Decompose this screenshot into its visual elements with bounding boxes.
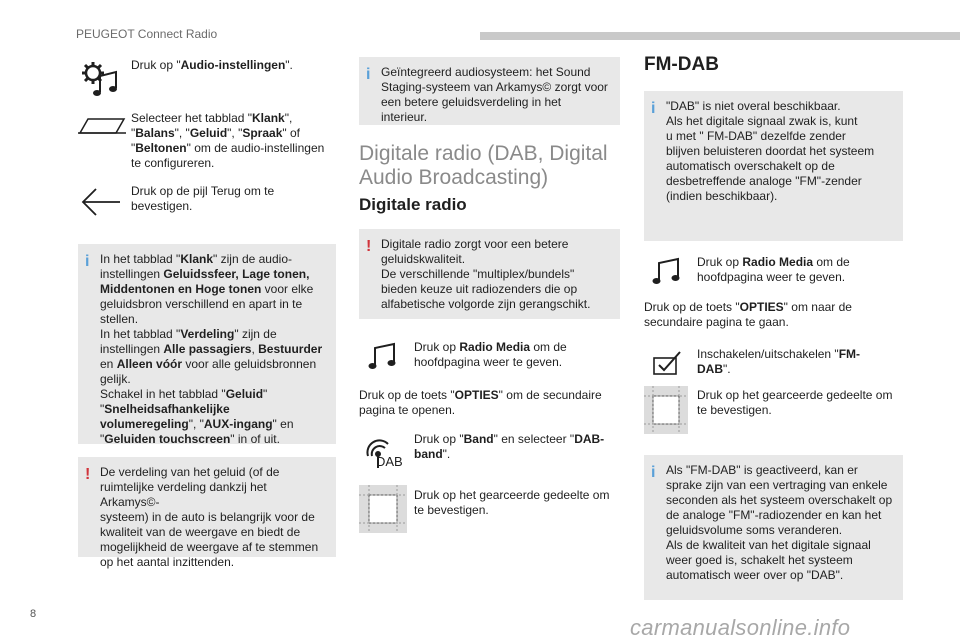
hatched-area-icon: [644, 386, 688, 439]
section-title-fm-dab: FM-DAB: [644, 54, 719, 75]
col2-step4-text: Druk op het gearceerde gedeelte om te bevestigen.: [414, 488, 610, 517]
info-marker-icon: i: [366, 66, 371, 83]
col1-step1-text: Druk op "Audio-instellingen".: [131, 58, 293, 72]
col1-warning-text: De verdeling van het geluid (of de ruimtelijke verdeling dankzij het Arkamys©- systeem) in de auto is belangrijk voor de kwaliteit van de weergave en biedt de mogelijkheid de weergave af te stemmen op het aantal inzittenden.: [100, 465, 319, 569]
col2-info-text: Geïntegreerd audiosysteem: het Sound Staging-systeem van Arkamys© zorgt voor een betere geluidsverdeling in het interieur.: [381, 65, 608, 124]
col1-step2-text: Selecteer het tabblad "Klank", "Balans", "Geluid", "Spraak" of "Beltonen" om de audio-instellingen te configureren.: [131, 111, 325, 170]
warning-marker-icon: !: [366, 238, 372, 255]
col3-info-box: [644, 91, 903, 241]
hatched-area-icon: [359, 485, 407, 538]
gear-music-icon: [80, 60, 122, 105]
watermark: carmanualsonline.info: [630, 615, 851, 640]
back-arrow-icon: [80, 187, 122, 222]
col1-info-box: [78, 244, 336, 444]
dab-icon-label: DAB: [376, 454, 403, 469]
checkbox-check-icon: [652, 350, 684, 381]
col2-warning-box: [359, 229, 620, 319]
col3-step3-text: Inschakelen/uitschakelen "FM- DAB".: [697, 347, 861, 376]
running-header: PEUGEOT Connect Radio: [76, 27, 218, 41]
col3-step2-text: Druk op de toets "OPTIES" om naar de secundaire pagina te gaan.: [644, 300, 852, 329]
info-marker-icon: i: [651, 100, 656, 117]
col1-info-text: In het tabblad "Klank" zijn de audio- instellingen Geluidssfeer, Lage tonen, Middentonen en Hoge tonen voor elke geluidsbron verschillend en apart in te stellen. In het tabblad "Verdeling" zijn de instellingen Alle passagiers, Bestuurder en Alleen vóór voor alle geluidsbronnen gelijk. Schakel in het tabblad "Geluid" "Snelheidsafhankelijke volumeregeling", "AUX-ingang" en "Geluiden touchscreen" in of uit.: [100, 252, 323, 446]
warning-marker-icon: !: [85, 466, 91, 483]
col3-info-text: "DAB" is niet overal beschikbaar. Als het digitale signaal zwak is, kunt u met " FM-DAB" dezelfde zender blijven beluisteren doordat het systeem automatisch overschakelt op de desbetreffende analoge "FM"-zender (indien beschikbaar).: [666, 99, 875, 203]
col2-step1-text: Druk op Radio Media om de hoofdpagina weer te geven.: [414, 340, 567, 369]
subsection-title-digital-radio: Digitale radio: [359, 195, 467, 214]
tab-icon: [78, 117, 126, 140]
col2-step3-text: Druk op "Band" en selecteer "DAB- band".: [414, 432, 605, 461]
col2-warning-text: Digitale radio zorgt voor een betere geluidskwaliteit. De verschillende "multiplex/bundels" bieden keuze uit radiozenders die op alfabetische volgorde zijn gerangschikt.: [381, 237, 591, 311]
page-number: 8: [30, 608, 37, 620]
info-marker-icon: i: [85, 253, 90, 270]
col1-warning-box: [78, 457, 336, 569]
col3-step1-text: Druk op Radio Media om de hoofdpagina weer te geven.: [697, 255, 850, 284]
col3-step4-text: Druk op het gearceerde gedeelte om te bevestigen.: [697, 388, 893, 417]
col3-info2-box: [644, 455, 903, 600]
col3-info2-text: Als "FM-DAB" is geactiveerd, kan er sprake zijn van een vertraging van enkele seconden als het systeem overschakelt op de analoge "FM"-radiozender en kan het geluidsvolume soms veranderen. Als de kwaliteit van het digitale signaal weer goed is, schakelt het systeem automatisch weer over op "DAB".: [666, 463, 893, 582]
section-title-dab: Digitale radio (DAB, Digital Audio Broadcasting): [359, 142, 608, 189]
dab-radio-icon: [360, 436, 406, 477]
col2-step2-text: Druk op de toets "OPTIES" om de secundaire pagina te openen.: [359, 388, 602, 417]
music-note-icon: [368, 342, 398, 375]
col2-info-box: [359, 57, 620, 125]
info-marker-icon: i: [651, 464, 656, 481]
header-bar: [480, 32, 960, 40]
music-note-icon: [652, 257, 682, 290]
col1-step3-text: Druk op de pijl Terug om te bevestigen.: [131, 184, 275, 213]
